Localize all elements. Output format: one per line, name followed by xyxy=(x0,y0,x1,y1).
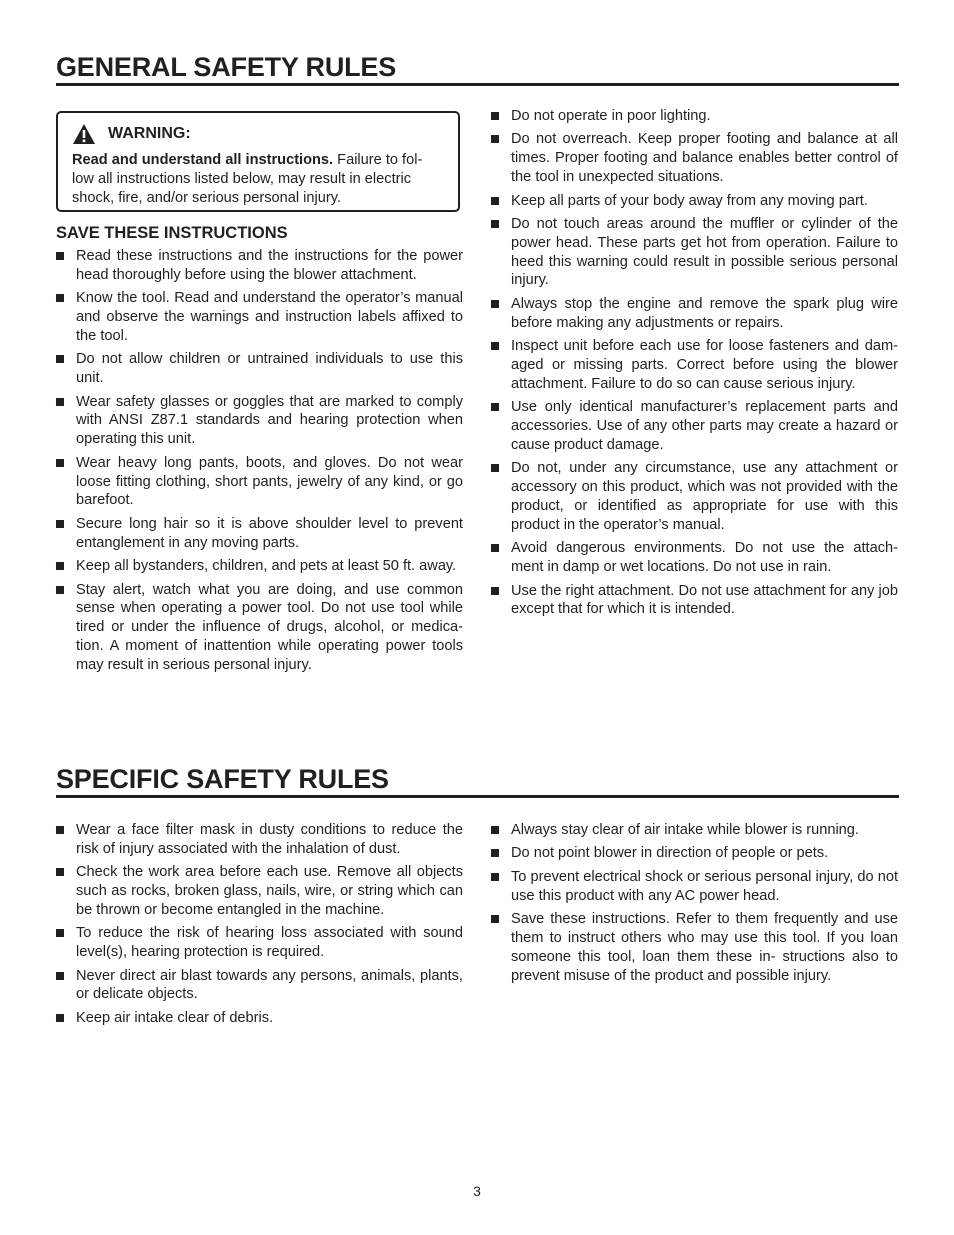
list-item-text: Wear safety glasses or goggles that are marked to comply with ANSI Z87.1 standards and hearing protection when operating this unit. xyxy=(76,393,463,448)
list-item xyxy=(56,924,463,962)
list-item xyxy=(56,821,463,859)
specific-safety-rules-title: SPECIFIC SAFETY RULES xyxy=(56,764,899,798)
list-item-text: Do not overreach. Keep proper footing and balance at all times. Proper footing and balance enables better control of the tool in unexpected situations. xyxy=(511,131,898,186)
square-bullet-icon xyxy=(56,562,64,570)
general-right-list xyxy=(491,107,898,619)
list-item-text: Do not, under any circumstance, use any attachment or accessory on this product, which was not provided with the product, or identified as appropriate for use with this product in the operator’s manual. xyxy=(511,460,898,533)
square-bullet-icon xyxy=(491,197,499,205)
square-bullet-icon xyxy=(491,826,499,834)
specific-right-list xyxy=(491,821,898,985)
square-bullet-icon xyxy=(56,868,64,876)
list-item xyxy=(56,1009,463,1028)
square-bullet-icon xyxy=(56,520,64,528)
warning-text xyxy=(72,151,444,207)
square-bullet-icon xyxy=(56,1014,64,1022)
square-bullet-icon xyxy=(491,544,499,552)
list-item-text: Do not allow children or untrained individuals to use this unit. xyxy=(76,351,463,387)
list-item-text: Keep all parts of your body away from any moving part. xyxy=(511,192,868,209)
square-bullet-icon xyxy=(491,112,499,120)
list-item-text: Stay alert, watch what you are doing, and use common sense when operating a power tool. Do not use tool while tired or under the influence of drugs, alcohol, or medica- tion. A moment of inattention while operating power tools may result in serious personal injury. xyxy=(76,581,463,673)
list-item xyxy=(491,295,898,333)
square-bullet-icon xyxy=(56,252,64,260)
warning-lead: Read and understand all instructions. xyxy=(72,152,334,168)
list-item xyxy=(491,459,898,534)
list-item-text: Always stay clear of air intake while blower is running. xyxy=(511,822,859,838)
specific-right-column xyxy=(491,821,898,990)
square-bullet-icon xyxy=(56,294,64,302)
square-bullet-icon xyxy=(491,135,499,143)
list-item xyxy=(491,337,898,393)
list-item xyxy=(491,821,898,840)
list-item xyxy=(491,868,898,906)
list-item-text: To prevent electrical shock or serious personal injury, do not use this product with any AC power head. xyxy=(511,868,898,904)
list-item-text: Do not point blower in direction of people or pets. xyxy=(511,845,829,862)
list-item xyxy=(491,398,898,454)
list-item-text: Inspect unit before each use for loose fasteners and dam- aged or missing parts. Correct before using the blower attachment. Failure to do so can cause serious injury. xyxy=(511,338,898,392)
warning-heading: WARNING: xyxy=(108,125,191,142)
list-item-text: Do not touch areas around the muffler or cylinder of the power head. These parts get hot from operation. Failure to heed this warning could result in possible serious personal injury. xyxy=(511,216,898,289)
specific-left-column xyxy=(56,821,463,1032)
warning-box xyxy=(56,111,460,212)
specific-left-list xyxy=(56,821,463,1028)
list-item xyxy=(56,350,463,388)
square-bullet-icon xyxy=(56,972,64,980)
general-safety-rules-title: GENERAL SAFETY RULES xyxy=(56,52,899,86)
list-item-text: Wear a face filter mask in dusty conditions to reduce the risk of injury associated with the inhalation of dust. xyxy=(76,822,463,857)
list-item-text: Never direct air blast towards any persons, animals, plants, or delicate objects. xyxy=(76,967,463,1003)
list-item-text: Do not operate in poor lighting. xyxy=(511,108,711,124)
square-bullet-icon xyxy=(56,398,64,406)
save-instructions-heading: SAVE THESE INSTRUCTIONS xyxy=(56,224,288,242)
list-item xyxy=(56,247,463,285)
list-item xyxy=(491,844,898,863)
square-bullet-icon xyxy=(56,586,64,594)
square-bullet-icon xyxy=(56,929,64,937)
warning-header xyxy=(72,121,444,147)
square-bullet-icon xyxy=(491,849,499,857)
list-item-text: Use only identical manufacturer’s replacement parts and accessories. Use of any other parts may create a hazard or cause product damage. xyxy=(511,399,898,453)
list-item xyxy=(56,515,463,553)
list-item-text: Keep air intake clear of debris. xyxy=(76,1009,274,1026)
square-bullet-icon xyxy=(491,873,499,881)
list-item xyxy=(491,910,898,985)
general-left-column xyxy=(56,247,463,679)
list-item-text: Avoid dangerous environments. Do not use the attach- ment in damp or wet locations. Do not use in rain. xyxy=(511,540,898,576)
square-bullet-icon xyxy=(491,915,499,923)
list-item xyxy=(56,863,463,919)
list-item xyxy=(56,557,463,576)
square-bullet-icon xyxy=(491,342,499,350)
list-item-text: Know the tool. Read and understand the operator’s manual and observe the warnings and instruction labels affixed to the tool. xyxy=(76,290,463,344)
warning-triangle-icon xyxy=(72,123,96,145)
list-item-text: Wear heavy long pants, boots, and gloves. Do not wear loose fitting clothing, short pants, jewelry of any kind, or go barefoot. xyxy=(76,454,463,509)
list-item xyxy=(491,107,898,126)
page-number: 3 xyxy=(473,1183,481,1199)
list-item-text: Use the right attachment. Do not use attachment for any job except that for which it is intended. xyxy=(511,582,898,618)
list-item xyxy=(56,967,463,1005)
general-left-list xyxy=(56,247,463,675)
list-item-text: To reduce the risk of hearing loss associated with sound level(s), hearing protection is required. xyxy=(76,925,463,961)
square-bullet-icon xyxy=(56,459,64,467)
list-item xyxy=(491,130,898,186)
square-bullet-icon xyxy=(491,464,499,472)
general-right-column xyxy=(491,107,898,624)
list-item-text: Read these instructions and the instructions for the power head thoroughly before using the blower attachment. xyxy=(76,248,463,283)
list-item-text: Keep all bystanders, children, and pets at least 50 ft. away. xyxy=(76,558,457,575)
list-item xyxy=(491,215,898,290)
list-item-text: Save these instructions. Refer to them frequently and use them to instruct others who may use this tool. If you loan someone this tool, loan them these in- structions also to prevent misuse of the product and possible injury. xyxy=(511,911,898,984)
list-item xyxy=(56,393,463,449)
list-item xyxy=(491,539,898,577)
list-item xyxy=(56,289,463,345)
square-bullet-icon xyxy=(56,355,64,363)
list-item-text: Check the work area before each use. Remove all objects such as rocks, broken glass, nails, wire, or string which can be thrown or become entangled in the machine. xyxy=(76,864,463,918)
list-item xyxy=(491,192,898,211)
list-item xyxy=(491,582,898,620)
list-item xyxy=(56,454,463,510)
square-bullet-icon xyxy=(56,826,64,834)
list-item xyxy=(56,581,463,675)
square-bullet-icon xyxy=(491,220,499,228)
square-bullet-icon xyxy=(491,587,499,595)
square-bullet-icon xyxy=(491,403,499,411)
warning-body: Failure to fol- low all instructions listed below, may result in electric shock, fire, and/or serious personal injury. xyxy=(72,152,423,206)
square-bullet-icon xyxy=(491,300,499,308)
list-item-text: Secure long hair so it is above shoulder level to prevent entanglement in any moving parts. xyxy=(76,515,463,551)
list-item-text: Always stop the engine and remove the spark plug wire before making any adjustments or repairs. xyxy=(511,295,898,331)
